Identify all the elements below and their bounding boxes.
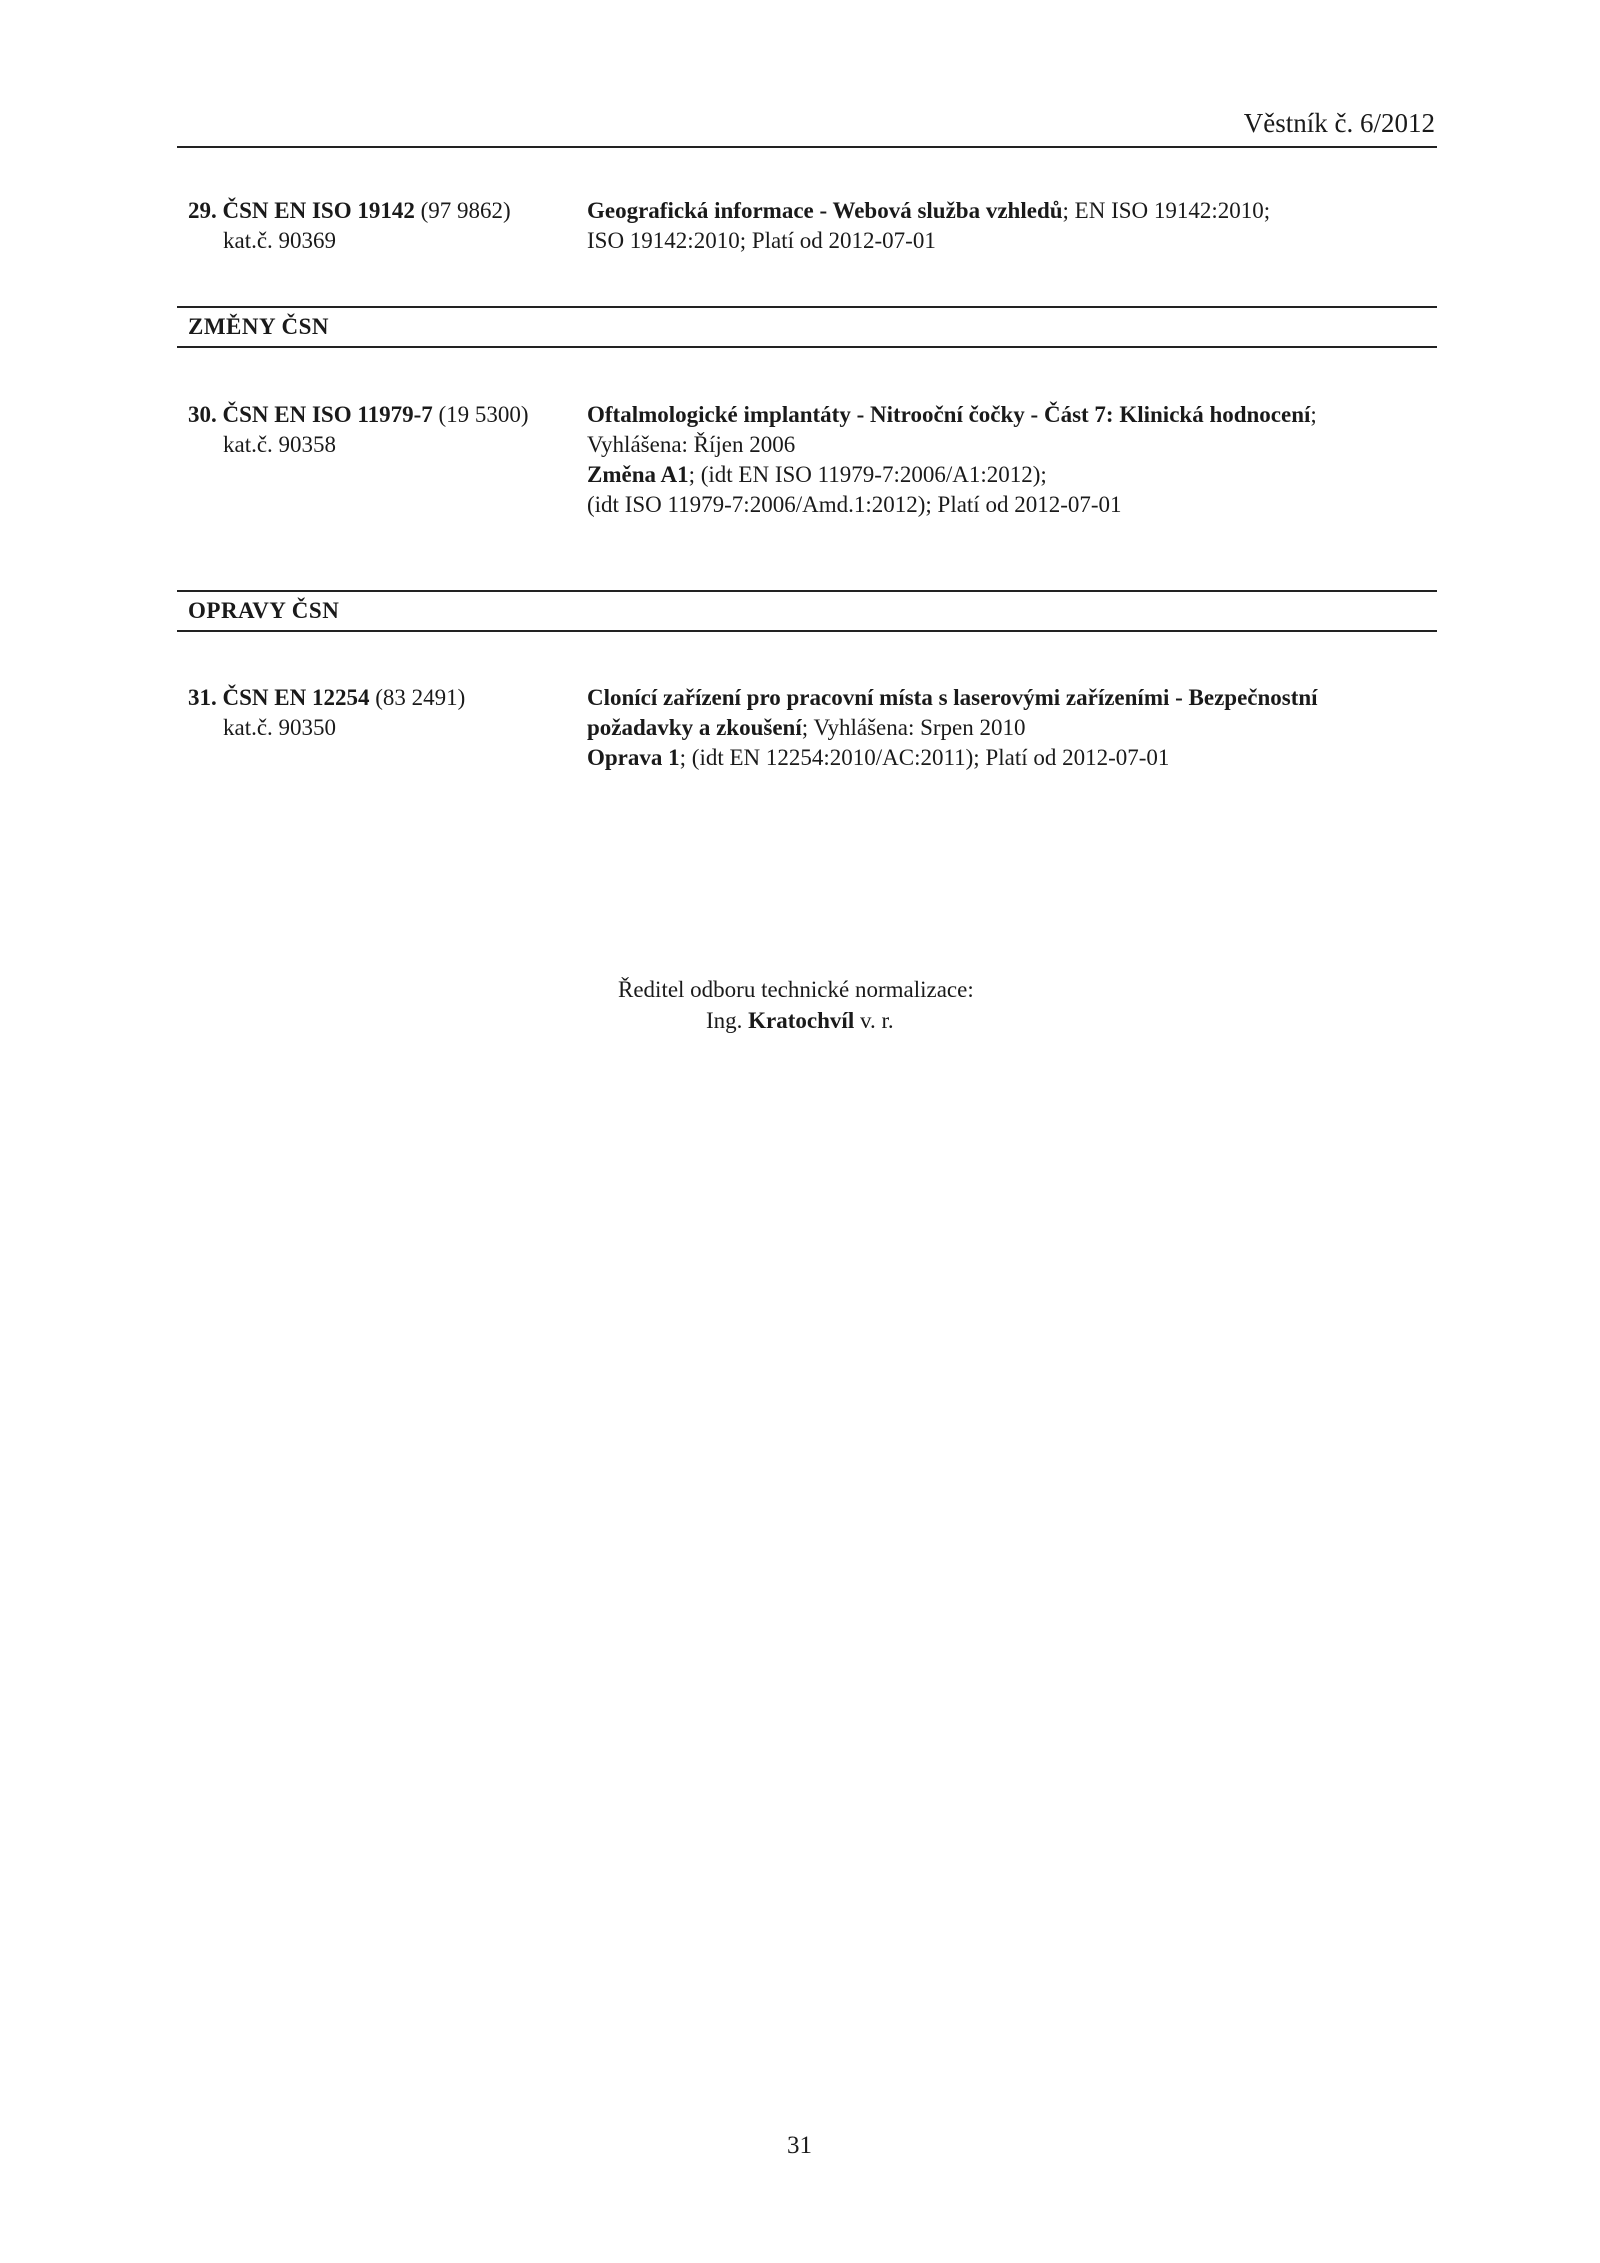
description-text: ; (idt EN 12254:2010/AC:2011); Platí od 2012-07-01 [679,745,1170,770]
description-text: Vyhlášena: Říjen 2006 [587,432,796,457]
description-text: (idt ISO 11979-7:2006/Amd.1:2012); Platí od 2012-07-01 [587,492,1122,517]
entry-31-catalog: kat.č. 90350 [223,715,337,740]
classification-code: (97 9862) [420,198,511,223]
entry-29-catalog: kat.č. 90369 [223,228,337,253]
entry-number: 30. [188,402,217,427]
standard-code: ČSN EN ISO 11979-7 [222,402,433,427]
section-title-changes: ZMĚNY ČSN [188,314,330,339]
description-text: ISO 19142:2010; Platí od 2012-07-01 [587,228,936,253]
change-label: Změna A1 [587,462,689,487]
standard-code: ČSN EN ISO 19142 [222,198,415,223]
signatory-name: Kratochvíl [748,1008,855,1033]
signature-name [706,1005,894,1036]
change-label: Oprava 1 [587,745,680,770]
section-rule-bottom [177,346,1437,348]
signature-prefix: Ing. [706,1008,743,1033]
entry-29-identifier [188,196,511,226]
standard-title: Geografická informace - Webová služba vzhledů [587,198,1063,223]
standard-title: Clonící zařízení pro pracovní místa s laserovými zařízeními - Bezpečnostní [587,685,1318,710]
signature-role: Ředitel odboru technické normalizace: [618,977,974,1002]
entry-31-description [587,683,1318,773]
page-number: 31 [787,2132,812,2159]
entry-number: 29. [188,198,217,223]
entry-number: 31. [188,685,217,710]
standard-title: požadavky a zkoušení [587,715,802,740]
entry-29-description [587,196,1270,256]
standard-code: ČSN EN 12254 [222,685,370,710]
standard-title: Oftalmologické implantáty - Nitrooční čočky - Část 7: Klinická hodnocení [587,402,1311,427]
section-rule-bottom [177,630,1437,632]
signature-suffix: v. r. [859,1008,894,1033]
journal-issue-title: Věstník č. 6/2012 [1243,108,1435,138]
section-rule-top [177,306,1437,308]
section-title-corrections: OPRAVY ČSN [188,598,340,623]
description-text: ; EN ISO 19142:2010; [1062,198,1271,223]
entry-31-identifier [188,683,465,713]
description-text: ; Vyhlášena: Srpen 2010 [801,715,1026,740]
section-rule-top [177,590,1437,592]
description-text: ; [1310,402,1317,427]
classification-code: (83 2491) [375,685,466,710]
entry-30-identifier [188,400,529,430]
description-text: ; (idt EN ISO 11979-7:2006/A1:2012); [688,462,1047,487]
entry-30-description [587,400,1317,520]
entry-30-catalog: kat.č. 90358 [223,432,337,457]
header-rule [177,146,1437,148]
classification-code: (19 5300) [438,402,529,427]
